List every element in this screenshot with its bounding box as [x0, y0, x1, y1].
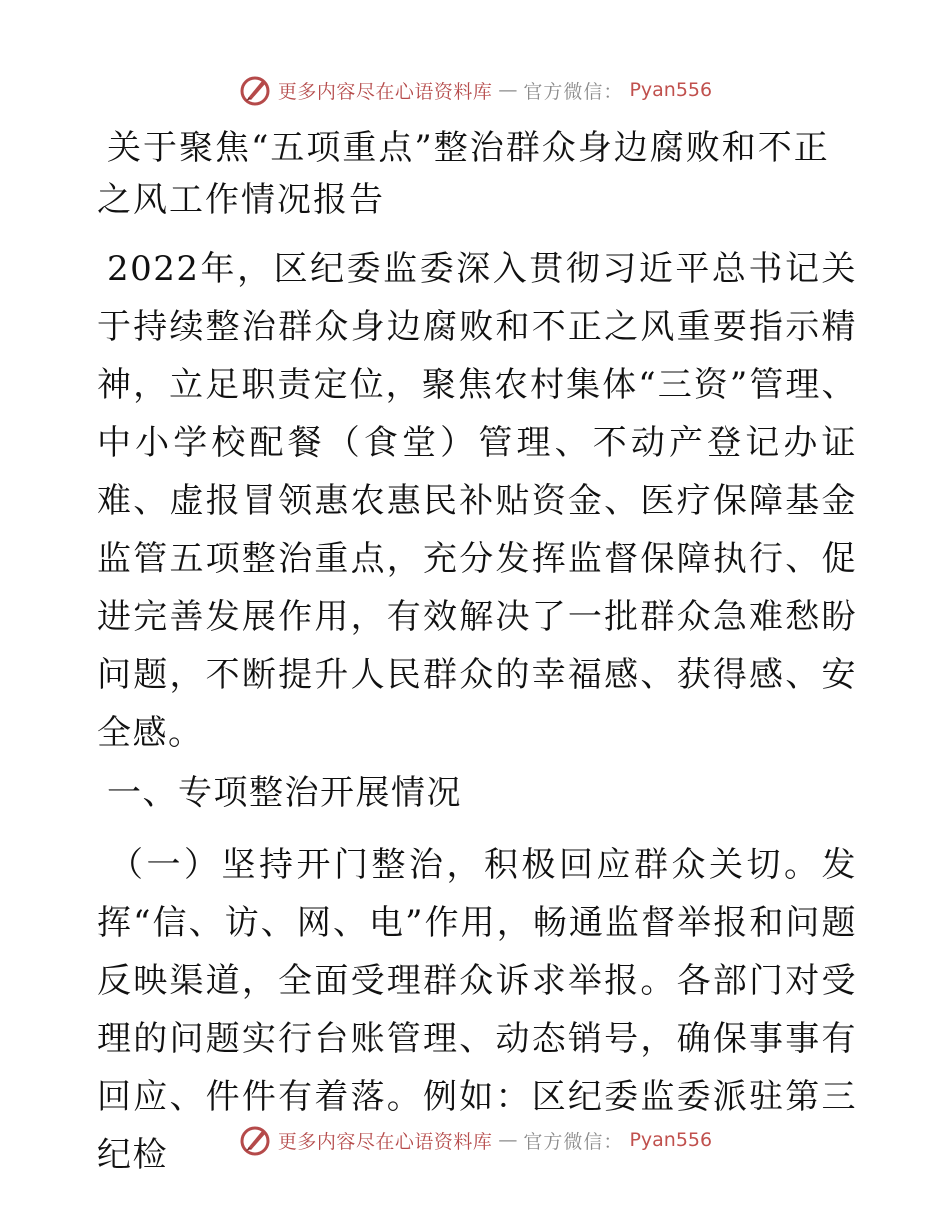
watermark-wechat-label: 官方微信： — [523, 1130, 624, 1153]
watermark-wechat-label: 官方微信： — [523, 80, 624, 103]
quill-logo-icon — [238, 1123, 272, 1157]
watermark-main-text: 更多内容尽在心语资料库 — [277, 1130, 493, 1153]
watermark-account-id: Pyan556 — [629, 79, 713, 101]
document-title: 关于聚焦“五项重点”整治群众身边腐败和不正之风工作情况报告 — [97, 128, 830, 220]
document-body — [97, 122, 857, 1184]
watermark-separator: — — [498, 1129, 518, 1151]
header-watermark — [0, 70, 950, 110]
watermark-separator: — — [498, 79, 518, 101]
footer-watermark — [0, 1120, 950, 1160]
quill-logo-icon — [238, 73, 272, 107]
watermark-account-id: Pyan556 — [629, 1129, 713, 1151]
intro-paragraph: 2022年，区纪委监委深入贯彻习近平总书记关于持续整治群众身边腐败和不正之风重要指示精神，立足职责定位，聚焦农村集体“三资”管理、中小学校配餐（食堂）管理、不动产登记办证难、虚报冒领惠农惠民补贴资金、医疗保障基金监管五项整治重点，充分发挥监督保障执行、促进完善发展作用，有效解决了一批群众急难愁盼问题，不断提升人民群众的幸福感、获得感、安全感。 — [97, 249, 857, 753]
subsection-paragraph: （一）坚持开门整治，积极回应群众关切。发挥“信、访、网、电”作用，畅通监督举报和问题反映渠道，全面受理群众诉求举报。各部门对受理的问题实行台账管理、动态销号，确保事事有回应、件件有着落。例如：区纪委监委派驻第三纪检 — [97, 845, 857, 1175]
watermark-main-text: 更多内容尽在心语资料库 — [277, 80, 493, 103]
section-heading: 一、专项整治开展情况 — [107, 773, 462, 813]
